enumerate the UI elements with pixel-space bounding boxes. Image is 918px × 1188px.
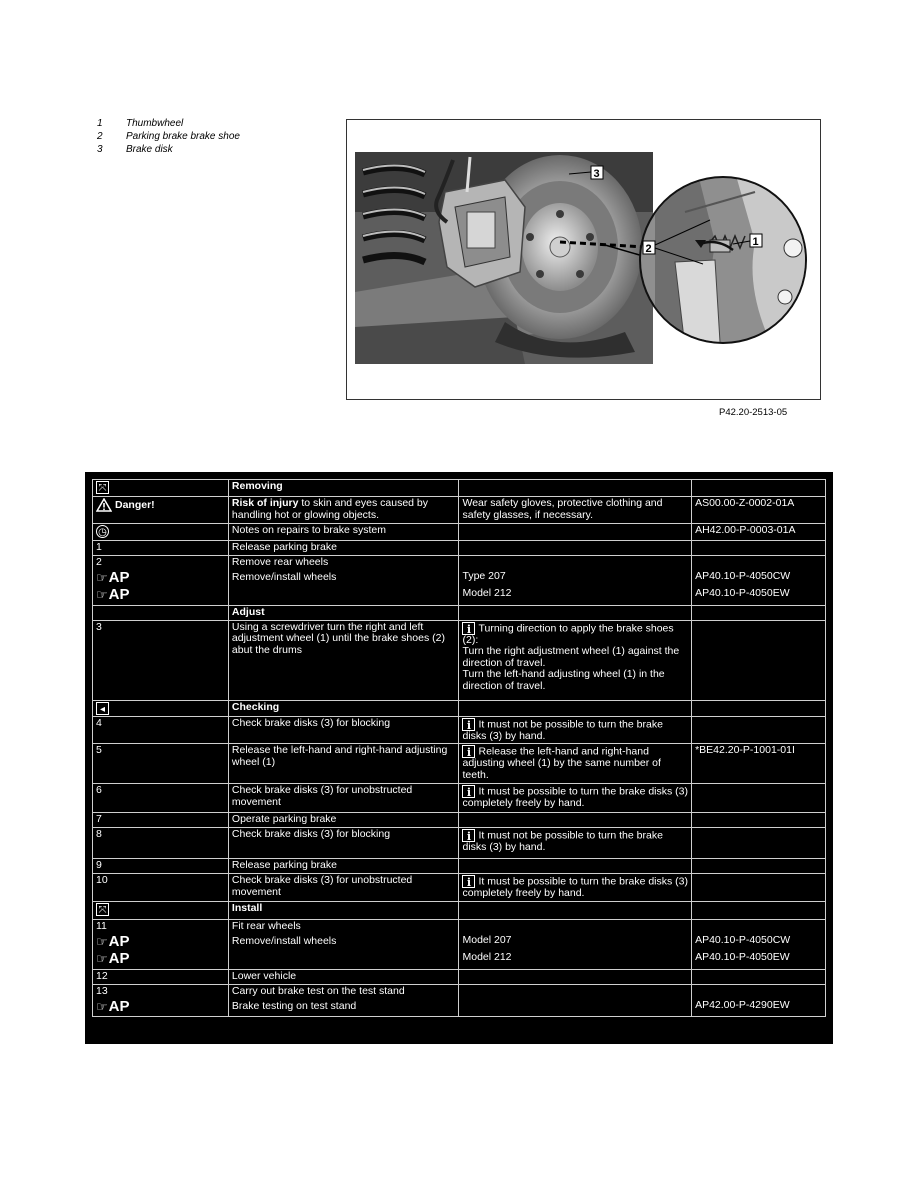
table-row: [93, 985, 826, 1017]
ap-label: AP: [108, 568, 130, 586]
step-text: Remove rear wheels: [231, 556, 329, 568]
table-row: [93, 480, 826, 497]
step-text: Release parking brake: [228, 541, 459, 556]
danger-heading: Risk of injury: [231, 497, 299, 509]
document-reference: AP40.10-P-4050CW: [695, 934, 791, 946]
info-icon: i: [462, 718, 475, 731]
step-text: Release the left-hand and right-hand adjusting wheel (1): [228, 744, 459, 784]
info-icon: i: [462, 745, 475, 758]
info-icon: i: [462, 829, 475, 842]
document-reference: AH42.00-P-0003-01A: [692, 524, 826, 541]
step-text: Check brake disks (3) for unobstructed movement: [228, 874, 459, 902]
document-reference: AP40.10-P-4050CW: [695, 570, 791, 582]
ap-label: AP: [108, 997, 130, 1015]
table-row: [93, 920, 826, 970]
step-text: Lower vehicle: [228, 970, 459, 985]
table-row: [93, 902, 826, 920]
callout-3: 3: [593, 168, 600, 180]
legend-text: Thumbwheel: [126, 118, 184, 129]
step-text: Using a screwdriver turn the right and left adjustment wheel (1) until the brake shoes (2) abut the drums: [228, 620, 459, 700]
danger-text: to skin and eyes caused by handling hot or glowing objects.: [231, 497, 429, 521]
table-row: [93, 859, 826, 874]
notes-icon: ◷: [96, 525, 109, 538]
pointing-hand-icon: ☞: [96, 569, 108, 585]
step-number: 2: [96, 556, 102, 568]
section-heading: Adjust: [228, 606, 459, 621]
pointing-hand-icon: ☞: [96, 950, 108, 966]
danger-measure: Wear safety gloves, protective clothing and safety glasses, if necessary.: [459, 497, 692, 524]
install-icon: ⤧: [96, 903, 109, 916]
step-text: Carry out brake test on the test stand: [231, 985, 405, 997]
step-number: 9: [93, 859, 229, 874]
info-note: It must not be possible to turn the brake disks (3) by hand.: [462, 717, 663, 742]
info-note: It must be possible to turn the brake disks (3) completely freely by hand.: [462, 875, 688, 899]
step-number: 10: [93, 874, 229, 902]
step-number: 11: [96, 920, 107, 932]
info-note: Release the left-hand and right-hand adjusting wheel (1) by the same number of teeth.: [462, 745, 661, 781]
figure-legend: [97, 117, 240, 156]
table-row: [93, 784, 826, 813]
step-number: 8: [93, 828, 229, 859]
info-note: Turn the left-hand adjusting wheel (1) in the direction of travel.: [462, 668, 665, 692]
section-heading: Removing: [228, 480, 459, 497]
legend-text: Parking brake brake shoe: [126, 131, 240, 142]
ap-label: AP: [108, 949, 130, 967]
step-number: 1: [93, 541, 229, 556]
document-reference: AP40.10-P-4050EW: [695, 587, 790, 599]
legend-item: [97, 117, 240, 130]
table-row: [93, 716, 826, 744]
model-variant: Model 207: [462, 934, 512, 946]
document-reference: *BE42.20-P-1001-01I: [692, 744, 826, 784]
legend-item: [97, 130, 240, 143]
callout-1: 1: [752, 236, 759, 248]
legend-text: Brake disk: [126, 144, 173, 155]
model-variant: Type 207: [462, 570, 506, 582]
table-row: [93, 606, 826, 621]
step-text: Check brake disks (3) for blocking: [228, 828, 459, 859]
sub-step-text: Remove/install wheels: [231, 570, 337, 583]
info-icon: i: [462, 622, 475, 635]
step-number: 7: [93, 813, 229, 828]
step-number: 12: [93, 970, 229, 985]
step-text: Check brake disks (3) for blocking: [228, 716, 459, 744]
table-row: [93, 970, 826, 985]
sub-step-text: Remove/install wheels: [231, 934, 337, 947]
checking-icon: ◂: [96, 702, 109, 715]
table-row: [93, 813, 826, 828]
legend-item: [97, 143, 240, 156]
step-number: 3: [93, 620, 229, 700]
model-variant: Model 212: [462, 951, 512, 963]
step-number: 4: [93, 716, 229, 744]
table-row: [93, 497, 826, 524]
table-row: [93, 556, 826, 606]
step-number: 13: [96, 985, 108, 997]
table-row: [93, 620, 826, 700]
ap-label: AP: [108, 585, 130, 603]
document-reference: AP42.00-P-4290EW: [695, 999, 790, 1011]
table-row: [93, 874, 826, 902]
table-row: [93, 828, 826, 859]
info-note: Turn the right adjustment wheel (1) against the direction of travel.: [462, 645, 680, 669]
document-reference: AP40.10-P-4050EW: [695, 951, 790, 963]
figure-frame: [346, 119, 821, 400]
step-number: 5: [93, 744, 229, 784]
info-icon: i: [462, 785, 475, 798]
callout-2: 2: [645, 243, 652, 255]
pointing-hand-icon: ☞: [96, 998, 108, 1014]
step-text: Operate parking brake: [228, 813, 459, 828]
table-row: [93, 524, 826, 541]
brake-assembly-photo: [355, 152, 811, 364]
section-heading: Install: [228, 902, 459, 920]
removal-icon: ⤧: [96, 481, 109, 494]
pointing-hand-icon: ☞: [96, 586, 108, 602]
info-note: Turning direction to apply the brake shoes (2):: [462, 621, 674, 646]
legend-number: 2: [97, 131, 103, 142]
step-text: Fit rear wheels: [231, 920, 301, 932]
ap-label: AP: [108, 932, 130, 950]
procedure-table: [85, 472, 833, 1044]
notes-text: Notes on repairs to brake system: [228, 524, 459, 541]
table-row: [93, 700, 826, 716]
info-note: It must be possible to turn the brake disks (3) completely freely by hand.: [462, 785, 688, 809]
warning-triangle-icon: [96, 498, 112, 512]
table-row: [93, 744, 826, 784]
info-note: It must not be possible to turn the brake disks (3) by hand.: [462, 829, 663, 853]
section-heading: Checking: [228, 700, 459, 716]
pointing-hand-icon: ☞: [96, 933, 108, 949]
legend-number: 3: [97, 144, 103, 155]
info-icon: i: [462, 875, 475, 888]
sub-step-text: Brake testing on test stand: [231, 999, 357, 1012]
table-row: [93, 541, 826, 556]
step-text: Check brake disks (3) for unobstructed movement: [228, 784, 459, 813]
document-reference: AS00.00-Z-0002-01A: [692, 497, 826, 524]
model-variant: Model 212: [462, 587, 512, 599]
step-text: Release parking brake: [228, 859, 459, 874]
figure-id: P42.20-2513-05: [719, 407, 788, 418]
step-number: 6: [93, 784, 229, 813]
legend-number: 1: [97, 118, 103, 129]
danger-label: Danger!: [115, 498, 155, 511]
